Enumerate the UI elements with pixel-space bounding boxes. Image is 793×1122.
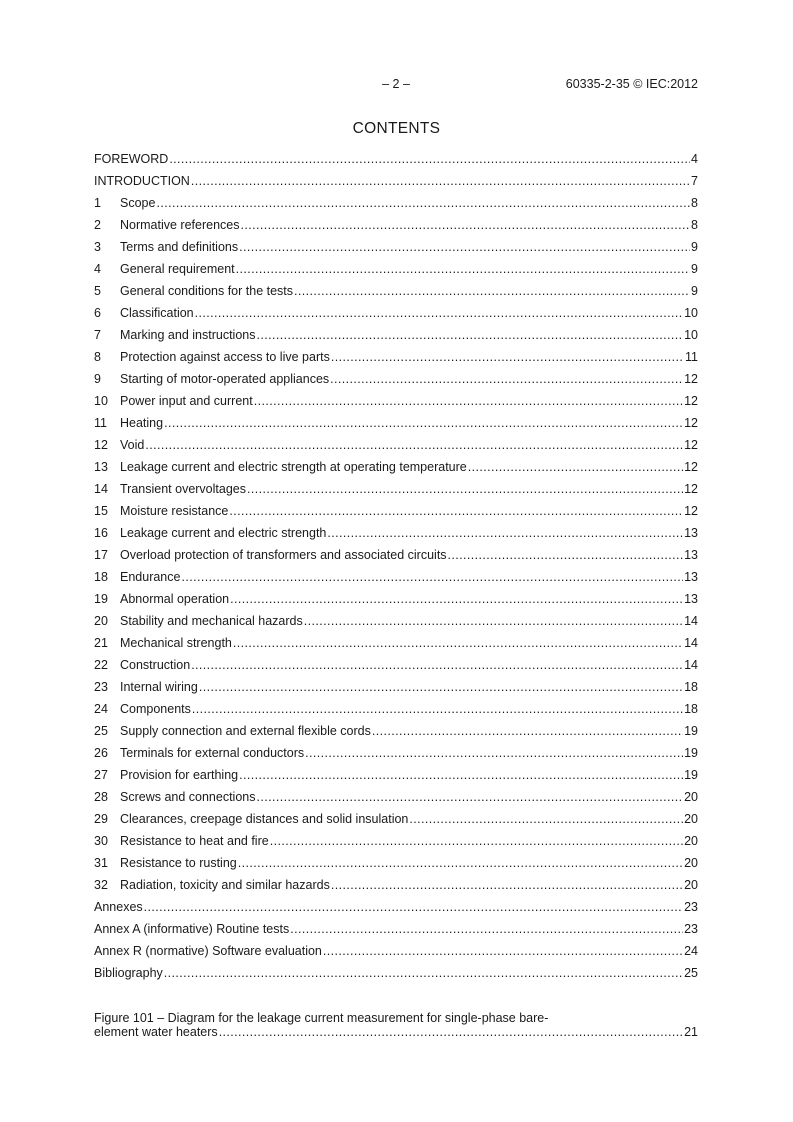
toc-entry[interactable] (94, 436, 698, 458)
toc-entry-label: Endurance (120, 570, 181, 584)
toc-entry-label: Scope (120, 196, 156, 210)
toc-entry-number: 13 (94, 460, 108, 474)
toc-entry-number: 22 (94, 658, 108, 672)
leader-dots (199, 678, 683, 696)
toc-figure-entry[interactable] (94, 1011, 698, 1039)
toc-entry-number: 14 (94, 482, 108, 496)
toc-entry-label: Internal wiring (120, 680, 198, 694)
toc-entry-number: 9 (94, 372, 101, 386)
page-number: – 2 – (382, 77, 410, 91)
toc-entry-page-number: 4 (691, 152, 698, 166)
toc-entry-page-number: 9 (691, 240, 698, 254)
toc-entry-page-number: 10 (684, 306, 698, 320)
leader-dots (290, 920, 683, 938)
page-header (94, 77, 698, 93)
toc-entry-label: Terminals for external conductors (120, 746, 305, 760)
toc-entry-label: Heating (120, 416, 164, 430)
toc-entry-label: Starting of motor-operated appliances (120, 372, 330, 386)
toc-entry-page-number: 12 (684, 438, 698, 452)
toc-entry[interactable] (94, 304, 698, 326)
toc-entry-label: Terms and definitions (120, 240, 239, 254)
toc-entry-number: 17 (94, 548, 108, 562)
toc-entry[interactable] (94, 260, 698, 282)
leader-dots (238, 854, 683, 872)
leader-dots (247, 480, 683, 498)
toc-entry-number: 8 (94, 350, 101, 364)
toc-title: CONTENTS (352, 120, 441, 137)
toc-entry-page-number: 13 (684, 526, 698, 540)
toc-entry[interactable] (94, 216, 698, 238)
toc-entry-page-number: 18 (684, 702, 698, 716)
toc-entry-page-number: 9 (691, 284, 698, 298)
toc-entry-label: Annex A (informative) Routine tests (94, 922, 290, 936)
leader-dots (169, 150, 690, 168)
toc-entry-label: Bibliography (94, 966, 163, 980)
toc-entry-number: 24 (94, 702, 108, 716)
toc-entry[interactable] (94, 568, 698, 590)
toc-entry-page-number: 13 (684, 592, 698, 606)
toc-entry-label: Annex R (normative) Software evaluation (94, 944, 322, 958)
toc-entry-page-number: 11 (685, 350, 698, 364)
toc-entry[interactable] (94, 810, 698, 832)
toc-entry-number: 29 (94, 812, 108, 826)
toc-entry-page-number: 18 (684, 680, 698, 694)
toc-entry-label: Stability and mechanical hazards (120, 614, 303, 628)
toc-entry-number: 12 (94, 438, 108, 452)
toc-entry[interactable] (94, 348, 698, 370)
toc-entry-label: Leakage current and electric strength at operating temperature (120, 460, 467, 474)
toc-entry-label: INTRODUCTION (94, 174, 190, 188)
leader-dots (305, 744, 683, 762)
toc-entry-page-number: 20 (684, 878, 698, 892)
leader-dots (331, 876, 683, 894)
toc-entry-number: 20 (94, 614, 108, 628)
toc-entry[interactable] (94, 744, 698, 766)
toc-entry-number: 2 (94, 218, 101, 232)
toc-entry-number: 6 (94, 306, 101, 320)
table-of-contents (94, 150, 698, 986)
leader-dots (256, 326, 683, 344)
leader-dots (219, 1025, 683, 1039)
toc-entry-page-number: 12 (684, 394, 698, 408)
toc-entry-page-number: 12 (684, 372, 698, 386)
figure-caption-line-2: element water heaters (94, 1025, 218, 1039)
toc-entry-label: Abnormal operation (120, 592, 230, 606)
toc-entry-number: 4 (94, 262, 101, 276)
toc-entry-label: Void (120, 438, 145, 452)
toc-entry-page-number: 19 (684, 768, 698, 782)
toc-entry-label: FOREWORD (94, 152, 169, 166)
toc-entry[interactable] (94, 502, 698, 524)
toc-entry-label: Classification (120, 306, 194, 320)
leader-dots (448, 546, 684, 564)
toc-entry-label: Marking and instructions (120, 328, 256, 342)
toc-entry-page-number: 14 (684, 636, 698, 650)
leader-dots (192, 700, 683, 718)
toc-entry-page-number: 12 (684, 482, 698, 496)
toc-entry[interactable] (94, 898, 698, 920)
toc-entry-label: Radiation, toxicity and similar hazards (120, 878, 330, 892)
toc-entry[interactable] (94, 678, 698, 700)
toc-entry-number: 32 (94, 878, 108, 892)
toc-entry-label: Mechanical strength (120, 636, 232, 650)
toc-entry-page-number: 20 (684, 812, 698, 826)
toc-entry[interactable] (94, 238, 698, 260)
toc-entry-page-number: 14 (684, 658, 698, 672)
toc-entry-label: Resistance to rusting (120, 856, 237, 870)
toc-entry-page-number: 19 (684, 724, 698, 738)
toc-entry-number: 5 (94, 284, 101, 298)
toc-entry-number: 30 (94, 834, 108, 848)
toc-entry-number: 31 (94, 856, 108, 870)
toc-entry[interactable] (94, 370, 698, 392)
toc-entry-page-number: 25 (684, 966, 698, 980)
toc-entry-page-number: 13 (684, 548, 698, 562)
leader-dots (327, 524, 683, 542)
toc-entry-number: 3 (94, 240, 101, 254)
leader-dots (257, 788, 684, 806)
toc-entry-page-number: 14 (684, 614, 698, 628)
leader-dots (144, 898, 683, 916)
toc-entry-label: Moisture resistance (120, 504, 229, 518)
leader-dots (230, 590, 683, 608)
leader-dots (331, 348, 684, 366)
toc-entry[interactable] (94, 392, 698, 414)
toc-entry-number: 28 (94, 790, 108, 804)
toc-entry-label: Clearances, creepage distances and solid insulation (120, 812, 409, 826)
toc-entry[interactable] (94, 656, 698, 678)
leader-dots (156, 194, 690, 212)
toc-entry[interactable] (94, 150, 698, 172)
toc-entry-number: 18 (94, 570, 108, 584)
toc-entry-number: 1 (94, 196, 101, 210)
toc-entry[interactable] (94, 920, 698, 942)
toc-entry-page-number: 19 (684, 746, 698, 760)
leader-dots (304, 612, 683, 630)
leader-dots (181, 568, 683, 586)
toc-entry-label: General conditions for the tests (120, 284, 294, 298)
toc-entry-number: 19 (94, 592, 108, 606)
toc-entry[interactable] (94, 788, 698, 810)
toc-entry-page-number: 23 (684, 900, 698, 914)
leader-dots (239, 238, 690, 256)
toc-entry[interactable] (94, 414, 698, 436)
toc-entry-page-number: 10 (684, 328, 698, 342)
document-id: 60335-2-35 © IEC:2012 (565, 77, 698, 91)
toc-entry-page-number: 24 (684, 944, 698, 958)
leader-dots (195, 304, 683, 322)
toc-entry[interactable] (94, 480, 698, 502)
toc-entry[interactable] (94, 194, 698, 216)
leader-dots (330, 370, 683, 388)
toc-entry[interactable] (94, 964, 698, 986)
toc-entry[interactable] (94, 590, 698, 612)
leader-dots (164, 964, 683, 982)
toc-entry[interactable] (94, 832, 698, 854)
toc-entry-label: Supply connection and external flexible cords (120, 724, 371, 738)
toc-entry-label: Provision for earthing (120, 768, 239, 782)
leader-dots (145, 436, 683, 454)
toc-entry[interactable] (94, 524, 698, 546)
figure-caption-line-1: Figure 101 – Diagram for the leakage current measurement for single-phase bare- (94, 1011, 549, 1025)
toc-entry-page-number: 8 (691, 218, 698, 232)
toc-entry[interactable] (94, 546, 698, 568)
toc-entry-label: General requirement (120, 262, 235, 276)
toc-entry[interactable] (94, 282, 698, 304)
leader-dots (323, 942, 683, 960)
toc-entry-label: Leakage current and electric strength (120, 526, 327, 540)
toc-entry-label: Components (120, 702, 191, 716)
toc-entry-number: 21 (94, 636, 108, 650)
toc-entry[interactable] (94, 876, 698, 898)
leader-dots (294, 282, 690, 300)
toc-entry-label: Resistance to heat and fire (120, 834, 269, 848)
toc-entry-label: Power input and current (120, 394, 253, 408)
toc-entry[interactable] (94, 766, 698, 788)
leader-dots (254, 392, 683, 410)
toc-entry-number: 23 (94, 680, 108, 694)
toc-entry[interactable] (94, 172, 698, 194)
toc-entry-page-number: 23 (684, 922, 698, 936)
leader-dots (468, 458, 683, 476)
toc-entry[interactable] (94, 722, 698, 744)
leader-dots (409, 810, 683, 828)
toc-entry-number: 7 (94, 328, 101, 342)
toc-entry-page-number: 12 (684, 504, 698, 518)
toc-entry-page-number: 20 (684, 790, 698, 804)
toc-entry[interactable] (94, 700, 698, 722)
toc-entry[interactable] (94, 326, 698, 348)
toc-entry-label: Construction (120, 658, 191, 672)
toc-entry-number: 11 (94, 416, 107, 430)
toc-entry-number: 26 (94, 746, 108, 760)
leader-dots (241, 216, 691, 234)
toc-entry-page-number: 9 (691, 262, 698, 276)
toc-entry-label: Annexes (94, 900, 143, 914)
toc-entry-page-number: 12 (684, 460, 698, 474)
toc-entry[interactable] (94, 942, 698, 964)
leader-dots (191, 172, 690, 190)
leader-dots (239, 766, 683, 784)
toc-entry[interactable] (94, 458, 698, 480)
toc-entry-number: 16 (94, 526, 108, 540)
toc-entry-page-number: 12 (684, 416, 698, 430)
toc-entry-label: Transient overvoltages (120, 482, 246, 496)
toc-entry-number: 15 (94, 504, 108, 518)
toc-entry-label: Overload protection of transformers and associated circuits (120, 548, 447, 562)
toc-entry-number: 10 (94, 394, 108, 408)
toc-entry-page-number: 20 (684, 834, 698, 848)
leader-dots (191, 656, 683, 674)
toc-entry-label: Normative references (120, 218, 240, 232)
toc-entry-number: 25 (94, 724, 108, 738)
leader-dots (236, 260, 690, 278)
toc-entry[interactable] (94, 634, 698, 656)
toc-entry[interactable] (94, 854, 698, 876)
toc-entry-number: 27 (94, 768, 108, 782)
leader-dots (164, 414, 683, 432)
toc-entry-label: Protection against access to live parts (120, 350, 330, 364)
leader-dots (233, 634, 683, 652)
toc-entry-page-number: 7 (691, 174, 698, 188)
leader-dots (229, 502, 683, 520)
toc-entry-page-number: 8 (691, 196, 698, 210)
leader-dots (372, 722, 683, 740)
toc-entry-label: Screws and connections (120, 790, 256, 804)
toc-entry-page-number: 13 (684, 570, 698, 584)
toc-entry-page-number: 20 (684, 856, 698, 870)
leader-dots (270, 832, 683, 850)
toc-entry[interactable] (94, 612, 698, 634)
figure-page-number: 21 (684, 1025, 698, 1039)
